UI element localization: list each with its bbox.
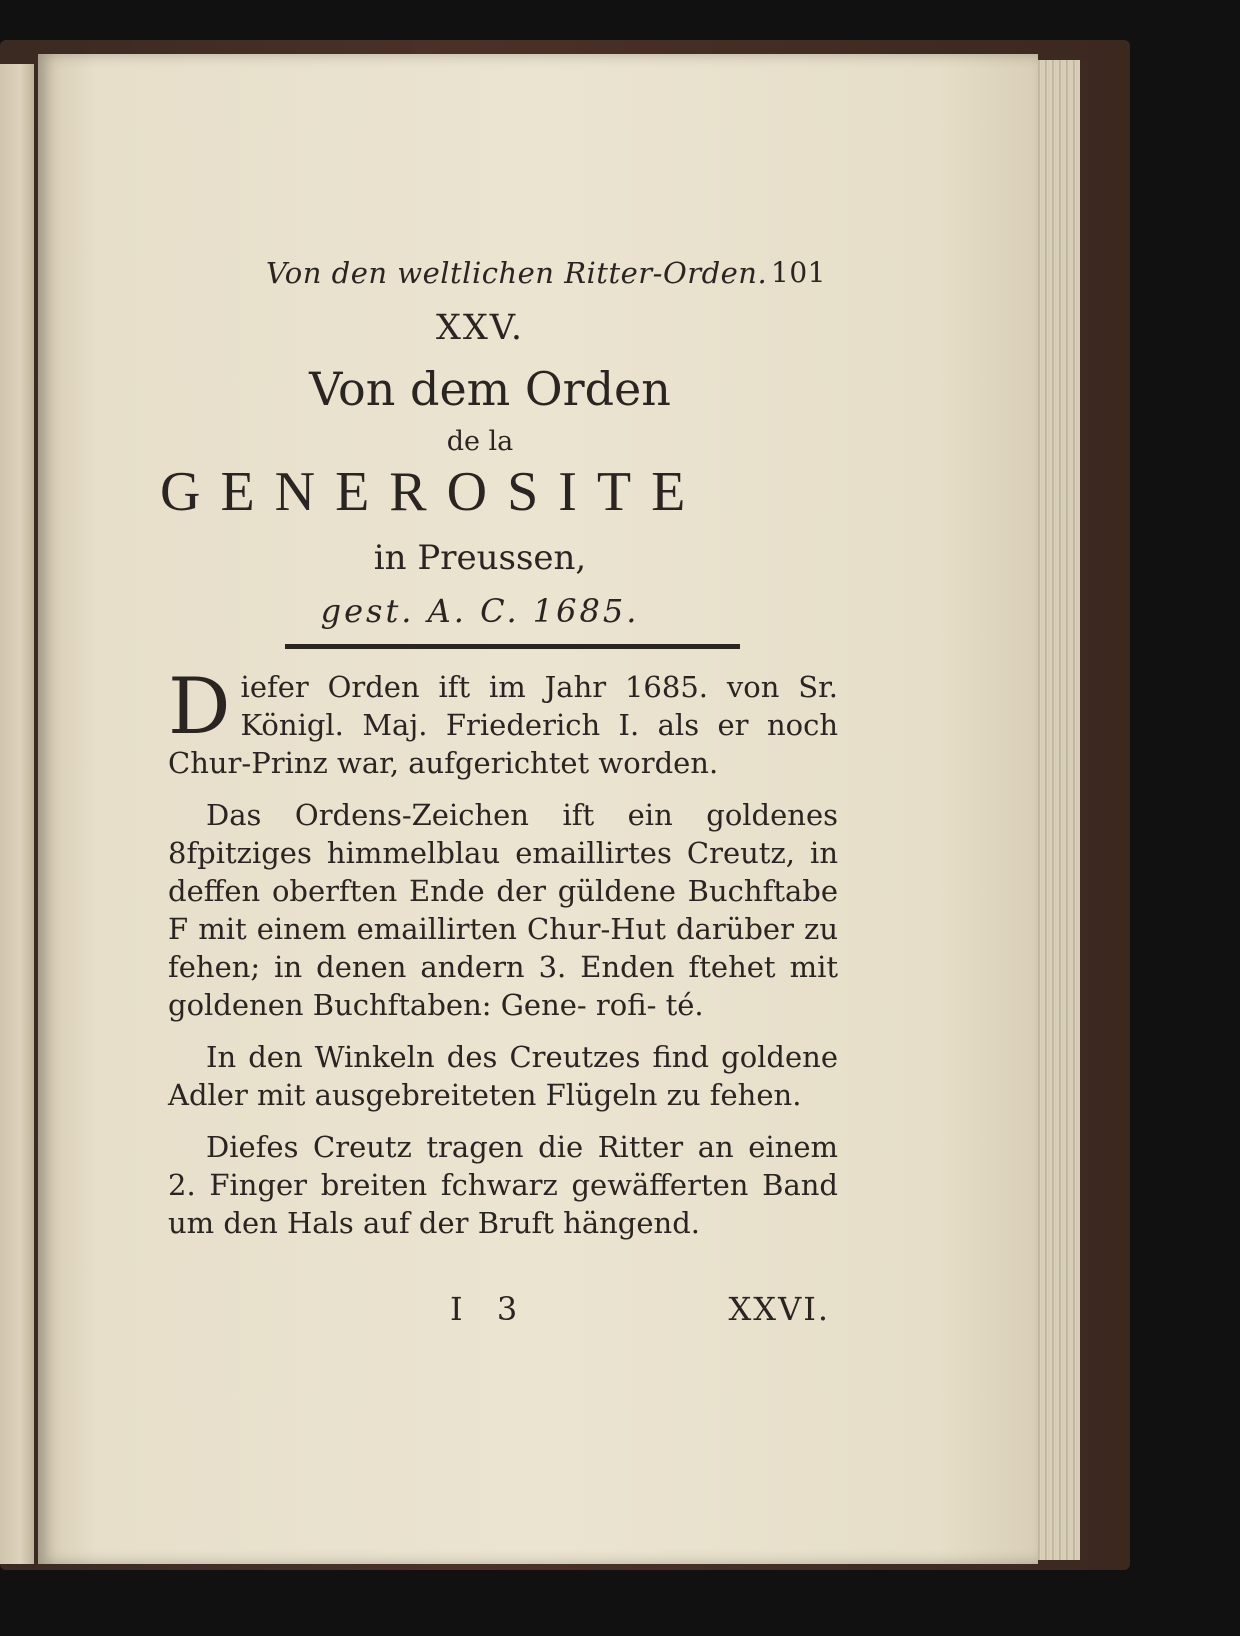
body-text <box>168 662 838 1256</box>
divider-rule <box>285 644 740 649</box>
drop-cap: D <box>168 662 231 752</box>
title-line-1: Von dem Orden <box>309 362 671 416</box>
page-number: 101 <box>771 256 826 289</box>
signature-mark: I 3 <box>450 1290 530 1328</box>
paragraph-3: In den Winkeln des Creutzes find goldene Adler mit ausgebreiteten Flügeln zu fehen. <box>168 1040 838 1112</box>
chapter-number: XXV. <box>435 308 525 348</box>
catchword: XXVI. <box>728 1290 830 1328</box>
paragraph-1 <box>168 662 838 782</box>
title-line-5: gest. A. C. 1685. <box>320 592 640 630</box>
title-line-4: in Preussen, <box>373 538 587 578</box>
paragraph-4: Diefes Creutz tragen die Ritter an einem 2. Finger breiten fchwarz gewäfferten Band um den Hals auf der Bruft hängend. <box>168 1130 838 1240</box>
running-head <box>266 256 826 296</box>
running-head-title: Von den weltlichen Ritter-Orden. <box>266 256 768 290</box>
paragraph-1-text: iefer Orden ift im Jahr 1685. von Sr. Königl. Maj. Friederich I. als er noch Chur-Prinz war, aufgerichtet worden. <box>168 670 838 780</box>
title-line-2: de la <box>446 426 514 457</box>
page-footer <box>450 1290 830 1334</box>
title-line-3: GENEROSITE <box>160 461 706 523</box>
paragraph-2: Das Ordens-Zeichen ift ein goldenes 8fpitziges himmelblau emaillirtes Creutz, in deffen oberften Ende der güldene Buchftabe F mit einem emaillirten Chur-Hut darüber zu fehen; in denen andern 3. Enden ftehet mit goldenen Buchftaben: Gene- rofi- té. <box>168 798 838 1022</box>
